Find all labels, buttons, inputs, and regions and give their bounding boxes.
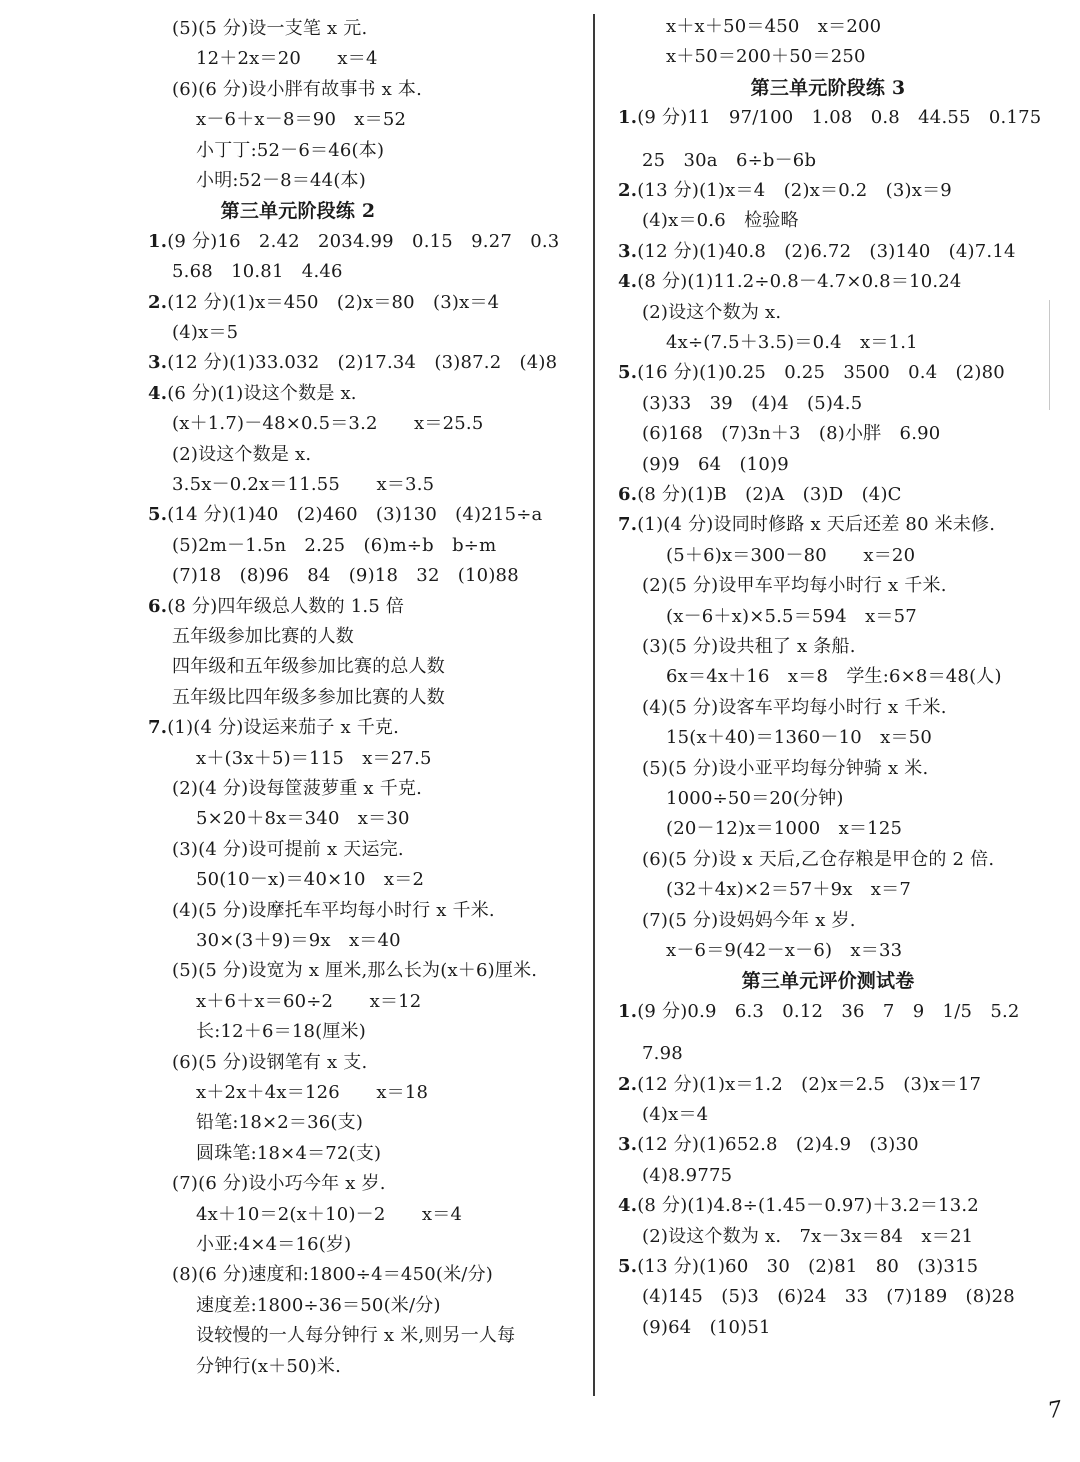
answer-line	[172, 652, 445, 682]
answer-line	[196, 987, 421, 1017]
answer-text: (20－12)x＝1000 x＝125	[666, 818, 903, 840]
answer-line	[196, 44, 378, 74]
answer-text: 小亚:4×4＝16(岁)	[196, 1234, 352, 1255]
answer-line	[618, 176, 952, 206]
answer-line	[172, 75, 422, 105]
answer-text: (8 分)(1)B (2)A (3)D (4)C	[637, 484, 902, 505]
answer-text: 6x＝4x＋16 x＝8 学生:6×8＝48(人)	[666, 666, 1002, 688]
answer-line	[196, 136, 384, 166]
answer-line	[172, 622, 354, 652]
answer-line	[172, 14, 367, 44]
question-number: 5.	[618, 1256, 638, 1277]
answer-text: (7)(6 分)设小巧今年 x 岁.	[172, 1173, 386, 1195]
answer-text: 5×20＋8x＝340 x＝30	[196, 808, 410, 830]
answer-line	[172, 257, 343, 287]
answer-line	[148, 713, 399, 743]
answer-text: 五年级比四年级多参加比赛的人数	[172, 686, 445, 708]
answer-line	[196, 1078, 428, 1108]
answer-text: (6)168 (7)3n＋3 (8)小胖 6.90	[642, 423, 941, 445]
answer-text: 12＋2x＝20 x＝4	[196, 48, 378, 70]
section-heading: 第三单元评价测试卷	[741, 970, 915, 993]
answer-text: (13 分)(1)x＝4 (2)x＝0.2 (3)x＝9	[637, 180, 952, 201]
answer-text: x＋(3x＋5)＝115 x＝27.5	[196, 747, 432, 769]
question-number: 1.	[618, 1000, 638, 1022]
answer-line	[618, 237, 1016, 267]
answer-text: (4)(5 分)设客车平均每小时行 x 千米.	[642, 696, 947, 718]
answer-line	[172, 1260, 493, 1290]
answer-text: (9)64 (10)51	[642, 1316, 771, 1338]
answer-line	[172, 683, 445, 713]
column-divider	[593, 14, 595, 1396]
answer-text: (16 分)(1)0.25 0.25 3500 0.4 (2)80	[637, 362, 1005, 384]
answer-line	[196, 1321, 515, 1351]
question-number: 5.	[148, 504, 168, 526]
answer-text: (7)18 (8)96 84 (9)18 32 (10)88	[172, 565, 519, 587]
answer-line	[642, 450, 789, 480]
answer-text: (5)2m－1.5n 2.25 (6)m÷b b÷m	[172, 534, 497, 556]
answer-line	[196, 105, 406, 135]
answer-line	[172, 835, 404, 865]
answer-line	[642, 1100, 708, 1130]
answer-text: (6)(5 分)设钢笔有 x 支.	[172, 1051, 368, 1073]
answer-line	[148, 500, 542, 530]
answer-text: (3)(4 分)设可提前 x 天运完.	[172, 838, 404, 860]
answer-line	[196, 1230, 351, 1260]
answer-line	[666, 662, 1002, 692]
answer-line	[196, 1017, 366, 1047]
question-number: 3.	[618, 240, 638, 262]
answer-text: 30×(3＋9)＝9x x＝40	[196, 930, 401, 951]
answer-line	[172, 956, 537, 986]
answer-text: 速度差:1800÷36＝50(米/分)	[196, 1294, 441, 1316]
answer-line	[666, 602, 917, 632]
answer-text: 五年级参加比赛的人数	[172, 626, 354, 647]
answer-line	[196, 804, 410, 834]
answer-line	[642, 1282, 1015, 1312]
answer-line	[666, 541, 915, 571]
answer-line	[618, 1070, 981, 1100]
answer-text: (5)(5 分)设一支笔 x 元.	[172, 18, 368, 39]
answer-text: x＋2x＋4x＝126 x＝18	[196, 1082, 429, 1103]
answer-line	[196, 166, 366, 196]
answer-text: 3.5x－0.2x＝11.55 x＝3.5	[172, 474, 435, 495]
answer-text: (5)(5 分)设小亚平均每分钟骑 x 米.	[642, 757, 929, 779]
answer-text: (x＋1.7)－48×0.5＝3.2 x＝25.5	[172, 413, 484, 435]
page-edge-mark	[1049, 300, 1050, 410]
answer-line	[618, 103, 1041, 133]
answer-text: x＋50＝200＋50＝250	[666, 46, 866, 68]
answer-text: (8 分)(1)11.2÷0.8－4.7×0.8＝10.24	[637, 271, 962, 293]
answer-line	[642, 906, 856, 936]
answer-text: (9 分)11 97/100 1.08 0.8 44.55 0.175	[637, 107, 1042, 129]
question-number: 4.	[618, 271, 638, 293]
answer-text: 50(10－x)＝40×10 x＝2	[196, 869, 425, 891]
answer-text: 小明:52－8＝44(本)	[196, 170, 366, 191]
answer-text: (12 分)(1)x＝450 (2)x＝80 (3)x＝4	[167, 291, 500, 313]
answer-line	[196, 865, 424, 895]
answer-line	[642, 1161, 732, 1191]
answer-line	[196, 1139, 381, 1169]
answer-text: (4)145 (5)3 (6)24 33 (7)189 (8)28	[642, 1286, 1015, 1308]
answer-line	[172, 531, 496, 561]
answer-text: 铅笔:18×2＝36(支)	[196, 1112, 364, 1134]
answer-line	[172, 896, 495, 926]
answer-line	[642, 1313, 771, 1343]
answer-text: (4)x＝0.6 检验略	[642, 210, 799, 232]
answer-line	[618, 1130, 919, 1160]
answer-text: (4)x＝5	[172, 322, 239, 343]
answer-text: (4)x＝4	[642, 1104, 709, 1125]
question-number: 7.	[148, 717, 168, 739]
answer-line	[148, 379, 357, 409]
answer-text: (12 分)(1)x＝1.2 (2)x＝2.5 (3)x＝17	[637, 1073, 982, 1095]
answer-line	[172, 774, 422, 804]
answer-line	[196, 744, 432, 774]
answer-text: 5.68 10.81 4.46	[172, 261, 343, 283]
answer-line	[618, 510, 995, 540]
answer-line	[642, 571, 947, 601]
answer-text: (8 分)(1)4.8÷(1.45－0.97)＋3.2＝13.2	[637, 1195, 979, 1217]
answer-line	[196, 1352, 341, 1382]
answer-text: 4x＋10＝2(x＋10)－2 x＝4	[196, 1203, 463, 1225]
answer-text: (3)33 39 (4)4 (5)4.5	[642, 392, 863, 414]
answer-line	[642, 146, 816, 176]
answer-text: 小丁丁:52－6＝46(本)	[196, 139, 385, 161]
answer-text: (2)设这个数为 x. 7x－3x＝84 x＝21	[642, 1225, 974, 1247]
answer-line	[618, 997, 1020, 1027]
answer-line	[172, 1048, 367, 1078]
question-number: 2.	[618, 1073, 638, 1095]
answer-line	[196, 1200, 462, 1230]
question-number: 3.	[618, 1134, 638, 1156]
answer-text: (2)设这个数是 x.	[172, 443, 312, 465]
answer-line	[196, 926, 401, 956]
answer-line	[666, 936, 902, 966]
answer-text: x＋6＋x＝60÷2 x＝12	[196, 990, 422, 1012]
answer-line	[642, 419, 940, 449]
answer-line	[196, 1108, 363, 1138]
answer-text: (32＋4x)×2＝57＋9x x＝7	[666, 879, 911, 901]
answer-line	[666, 328, 918, 358]
answer-line	[172, 1169, 386, 1199]
section-heading: 第三单元阶段练 3	[750, 76, 906, 99]
answer-text: (8 分)四年级总人数的 1.5 倍	[167, 595, 405, 617]
answer-line	[172, 440, 311, 470]
answer-line	[148, 348, 557, 378]
answer-text: (4)(5 分)设摩托车平均每小时行 x 千米.	[172, 899, 495, 921]
answer-text: (8)(6 分)速度和:1800÷4＝450(米/分)	[172, 1264, 493, 1286]
answer-line	[148, 227, 559, 257]
answer-text: (9 分)0.9 6.3 0.12 36 7 9 1/5 5.2	[637, 1000, 1020, 1022]
answer-text: (5)(5 分)设宽为 x 厘米,那么长为(x＋6)厘米.	[172, 960, 538, 982]
answer-text: (13 分)(1)60 30 (2)81 80 (3)315	[637, 1256, 979, 1277]
answer-text: 圆珠笔:18×4＝72(支)	[196, 1142, 382, 1164]
answer-text: (5＋6)x＝300－80 x＝20	[666, 544, 916, 566]
answer-line	[666, 723, 932, 753]
answer-text: (2)设这个数为 x.	[642, 301, 782, 323]
answer-text: (1)(4 分)设运来茄子 x 千克.	[167, 717, 400, 739]
answer-line	[666, 12, 881, 42]
answer-text: (2)(5 分)设甲车平均每小时行 x 千米.	[642, 575, 947, 597]
answer-text: (4)8.9775	[642, 1164, 733, 1186]
answer-line	[642, 632, 856, 662]
answer-line	[618, 1191, 979, 1221]
answer-text: x－6＋x－8＝90 x＝52	[196, 109, 407, 131]
question-number: 5.	[618, 362, 638, 384]
answer-text: 长:12＋6＝18(厘米)	[196, 1021, 366, 1043]
answer-line	[196, 1291, 441, 1321]
question-number: 4.	[618, 1195, 638, 1217]
answer-line	[148, 288, 499, 318]
answer-text: (6 分)(1)设这个数是 x.	[167, 382, 357, 404]
answer-line	[172, 470, 434, 500]
answer-text: 1000÷50＝20(分钟)	[666, 788, 844, 809]
answer-line	[642, 845, 994, 875]
question-number: 6.	[618, 484, 638, 505]
answer-line	[666, 875, 911, 905]
answer-text: (2)(4 分)设每筐菠萝重 x 千克.	[172, 778, 423, 799]
answer-text: x＋x＋50＝450 x＝200	[666, 16, 882, 37]
answer-line	[618, 1252, 978, 1282]
answer-text: (14 分)(1)40 (2)460 (3)130 (4)215÷a	[167, 504, 543, 526]
answer-line	[666, 42, 866, 72]
answer-line	[618, 267, 962, 297]
question-number: 1.	[148, 230, 168, 252]
answer-text: 4x÷(7.5＋3.5)＝0.4 x＝1.1	[666, 332, 918, 353]
answer-line	[618, 480, 902, 510]
answer-text: (1)(4 分)设同时修路 x 天后还差 80 米未修.	[637, 514, 996, 536]
answer-text: (9 分)16 2.42 2034.99 0.15 9.27 0.3	[167, 230, 560, 252]
answer-line	[666, 784, 844, 814]
answer-line	[642, 389, 862, 419]
answer-text: (6)(6 分)设小胖有故事书 x 本.	[172, 78, 423, 100]
answer-text: 25 30a 6÷b－6b	[642, 149, 817, 171]
answer-line	[642, 1039, 683, 1069]
question-number: 1.	[618, 107, 638, 129]
answer-text: 7.98	[642, 1043, 683, 1065]
question-number: 2.	[148, 291, 168, 313]
answer-line	[642, 693, 947, 723]
answer-text: 15(x＋40)＝1360－10 x＝50	[666, 727, 932, 749]
answer-line	[172, 409, 484, 439]
question-number: 4.	[148, 382, 168, 404]
answer-text: (3)(5 分)设共租了 x 条船.	[642, 636, 856, 657]
answer-text: (9)9 64 (10)9	[642, 453, 789, 475]
answer-line	[666, 814, 902, 844]
question-number: 2.	[618, 180, 638, 201]
answer-text: (6)(5 分)设 x 天后,乙仓存粮是甲仓的 2 倍.	[642, 848, 995, 870]
section-heading: 第三单元阶段练 2	[220, 200, 376, 223]
answer-text: (12 分)(1)33.032 (2)17.34 (3)87.2 (4)8	[167, 352, 558, 374]
answer-text: (7)(5 分)设妈妈今年 x 岁.	[642, 909, 856, 931]
answer-line	[642, 298, 781, 328]
answer-line	[618, 358, 1005, 388]
answer-text: (x－6＋x)×5.5＝594 x＝57	[666, 605, 917, 627]
question-number: 3.	[148, 352, 168, 374]
question-number: 6.	[148, 595, 168, 617]
answer-text: 分钟行(x＋50)米.	[196, 1355, 342, 1377]
answer-line	[172, 318, 238, 348]
page-number: 7	[1045, 1396, 1065, 1425]
answer-text: (12 分)(1)40.8 (2)6.72 (3)140 (4)7.14	[637, 240, 1016, 262]
question-number: 7.	[618, 514, 638, 536]
answer-text: 设较慢的一人每分钟行 x 米,则另一人每	[196, 1325, 516, 1347]
answer-text: x－6＝9(42－x－6) x＝33	[666, 940, 903, 961]
answer-line	[642, 206, 799, 236]
answer-line	[642, 754, 928, 784]
answer-text: 四年级和五年级参加比赛的总人数	[172, 656, 445, 678]
answer-text: (12 分)(1)652.8 (2)4.9 (3)30	[637, 1134, 919, 1156]
answer-line	[642, 1222, 973, 1252]
answer-line	[148, 592, 404, 622]
answer-line	[172, 561, 519, 591]
